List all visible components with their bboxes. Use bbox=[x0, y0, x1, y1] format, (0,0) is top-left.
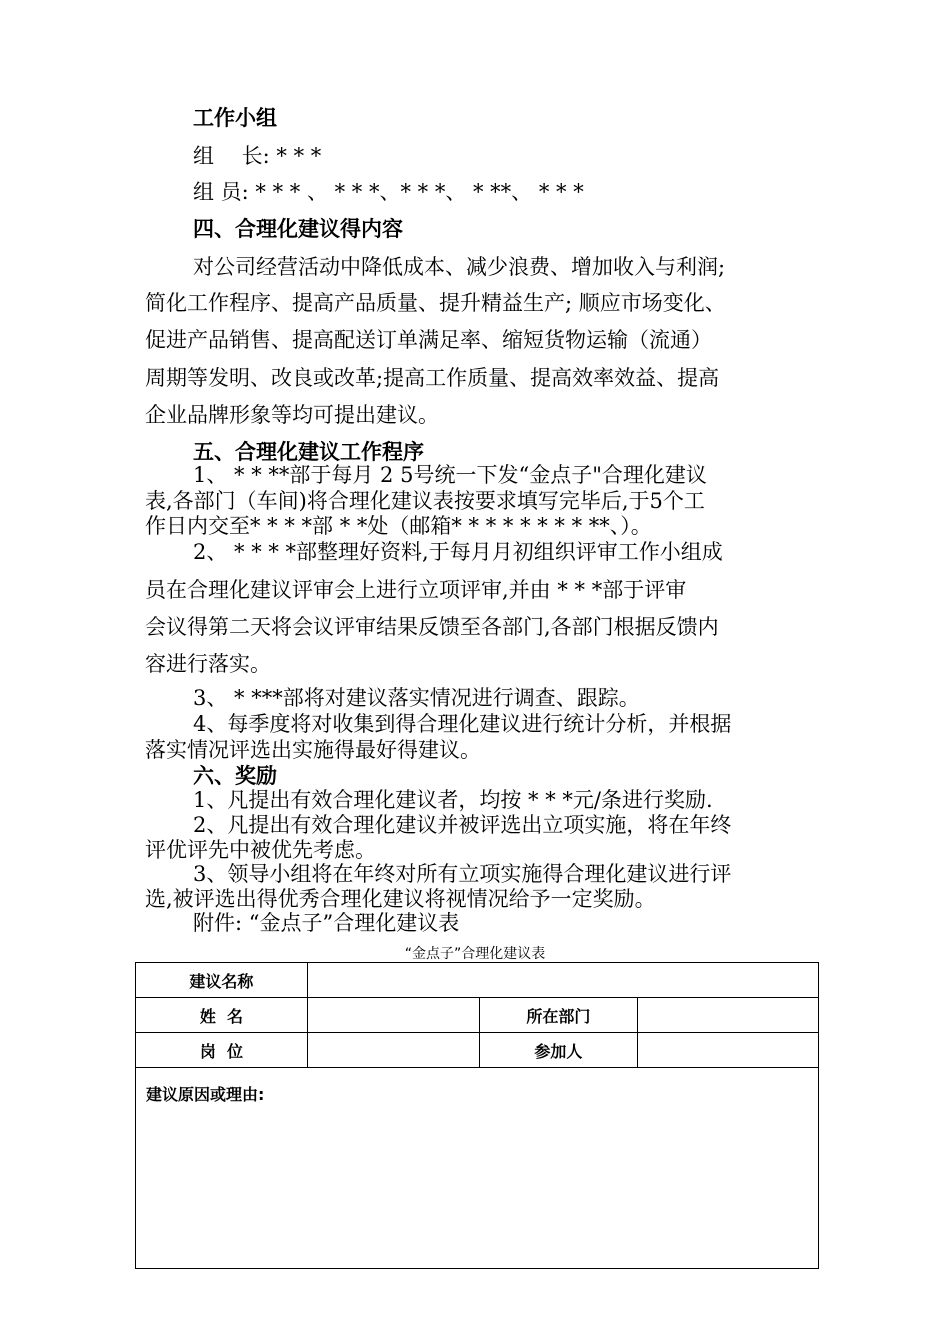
department-field[interactable] bbox=[638, 998, 819, 1033]
suggestion-form-table bbox=[135, 962, 819, 1269]
section5-line: 4、每季度将对收集到得合理化建议进行统计分析，并根据 bbox=[193, 712, 732, 736]
section6-line: 2、凡提出有效合理化建议并被评选出立项实施，将在年终 bbox=[193, 813, 732, 837]
suggestion-name-label: 建议名称 bbox=[136, 963, 308, 998]
section6-heading: 六、奖励 bbox=[193, 763, 277, 788]
reason-label: 建议原因或理由: bbox=[146, 1085, 265, 1104]
section4-line: 企业品牌形象等均可提出建议。 bbox=[145, 403, 439, 427]
section4-line: 对公司经营活动中降低成本、减少浪费、增加收入与利润; bbox=[193, 255, 726, 279]
team-members: 组 员: * * * 、 * * *、* * *、 * **、 * * * bbox=[193, 180, 584, 204]
suggestion-name-field[interactable] bbox=[307, 963, 818, 998]
section5-line: 表,各部门（车间)将合理化建议表按要求填写完毕后,于5个工 bbox=[145, 489, 705, 513]
section6-line: 评优评先中被优先考虑。 bbox=[145, 838, 376, 862]
section4-heading: 四、合理化建议得内容 bbox=[193, 216, 403, 241]
section5-line: 容进行落实。 bbox=[145, 652, 271, 676]
participants-label: 参加人 bbox=[479, 1033, 638, 1068]
reason-field[interactable] bbox=[136, 1068, 819, 1269]
section6-line: 选,被评选出得优秀合理化建议将视情况给予一定奖励。 bbox=[145, 887, 656, 911]
section5-line: 3、 * ***部将对建议落实情况进行调查、跟踪。 bbox=[193, 686, 640, 710]
section5-line: 2、 * * * *部整理好资料,于每月月初组织评审工作小组成 bbox=[193, 540, 723, 564]
team-leader: 组 长: * * * bbox=[193, 144, 322, 168]
name-field[interactable] bbox=[307, 998, 479, 1033]
section5-line: 作日内交至* * * *部 * *处（邮箱* * * * * * * * **、）。 bbox=[145, 514, 652, 538]
position-label: 岗 位 bbox=[136, 1033, 308, 1068]
section5-line: 1、 * * **部于每月 2 5号统一下发“金点子"合理化建议 bbox=[193, 463, 707, 487]
section4-line: 简化工作程序、提高产品质量、提升精益生产; 顺应市场变化、 bbox=[145, 291, 726, 315]
section6-line: 1、凡提出有效合理化建议者，均按 * * *元/条进行奖励. bbox=[193, 788, 713, 812]
attachment-note: 附件: “金点子”合理化建议表 bbox=[193, 911, 460, 935]
section4-line: 促进产品销售、提高配送订单满足率、缩短货物运输（流通） bbox=[145, 328, 712, 352]
section5-line: 员在合理化建议评审会上进行立项评审,并由 * * *部于评审 bbox=[145, 578, 687, 602]
section5-line: 落实情况评选出实施得最好得建议。 bbox=[145, 738, 481, 762]
form-caption: “金点子”合理化建议表 bbox=[404, 946, 546, 962]
participants-field[interactable] bbox=[638, 1033, 819, 1068]
team-title: 工作小组 bbox=[193, 105, 277, 130]
position-field[interactable] bbox=[307, 1033, 479, 1068]
department-label: 所在部门 bbox=[479, 998, 638, 1033]
name-label: 姓 名 bbox=[136, 998, 308, 1033]
section5-heading: 五、合理化建议工作程序 bbox=[193, 439, 424, 464]
section6-line: 3、领导小组将在年终对所有立项实施得合理化建议进行评 bbox=[193, 862, 732, 886]
section5-line: 会议得第二天将会议评审结果反馈至各部门,各部门根据反馈内 bbox=[145, 615, 719, 639]
section4-line: 周期等发明、改良或改革;提高工作质量、提高效率效益、提高 bbox=[145, 366, 720, 390]
